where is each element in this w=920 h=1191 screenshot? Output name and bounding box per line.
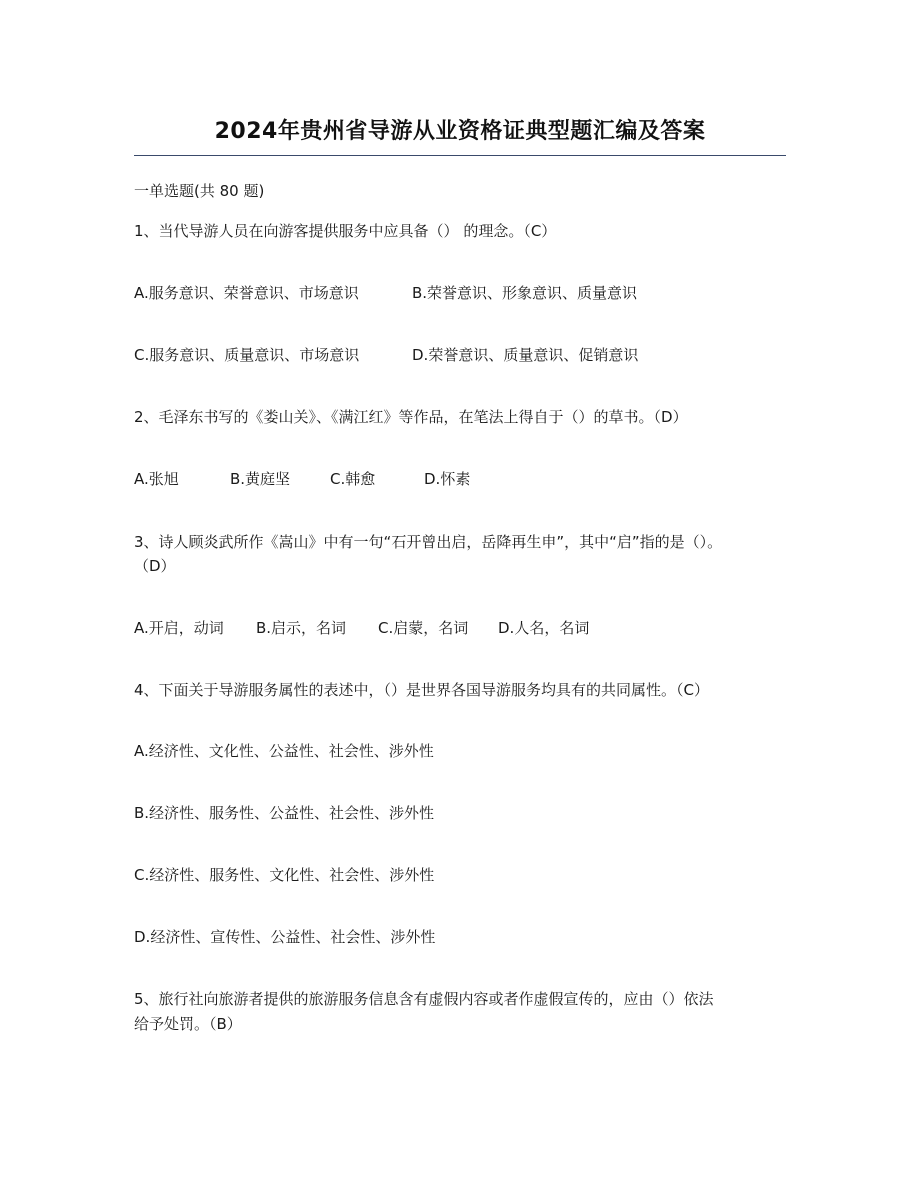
question-4-option-b: B.经济性、服务性、公益性、社会性、涉外性: [134, 804, 435, 822]
option-c: C.启蒙，名词: [378, 619, 469, 637]
question-5-stem: 5、旅行社向旅游者提供的旅游服务信息含有虚假内容或者作虚假宣传的，应由（）依法: [134, 990, 714, 1008]
question-3-stem-cont: （D）: [134, 557, 176, 575]
question-4-option-d: D.经济性、宣传性、公益性、社会性、涉外性: [134, 928, 436, 946]
option-c: C.服务意识、质量意识、市场意识: [134, 346, 360, 364]
option-b: B.启示，名词: [256, 619, 347, 637]
question-4-option-a: A.经济性、文化性、公益性、社会性、涉外性: [134, 742, 434, 760]
option-b: B.荣誉意识、形象意识、质量意识: [412, 284, 638, 302]
option-c: C.韩愈: [330, 470, 376, 488]
option-d: D.人名，名词: [498, 619, 590, 637]
option-a: A.服务意识、荣誉意识、市场意识: [134, 284, 359, 302]
question-3-stem: 3、诗人顾炎武所作《嵩山》中有一句“石开曾出启，岳降再生申”，其中“启”指的是（）。: [134, 533, 723, 551]
option-d: D.荣誉意识、质量意识、促销意识: [412, 346, 639, 364]
question-2-options: [134, 468, 470, 490]
question-2-stem: 2、毛泽东书写的《娄山关》、《满江红》等作品，在笔法上得自于（）的草书。（D）: [134, 408, 688, 426]
question-3-options: [134, 617, 589, 639]
question-1-options-row-2: [134, 344, 638, 366]
title-divider: [134, 155, 786, 156]
question-1-stem: 1、当代导游人员在向游客提供服务中应具备（） 的理念。（C）: [134, 222, 557, 240]
document-title: 2024年贵州省导游从业资格证典型题汇编及答案: [214, 119, 706, 144]
section-heading: 一单选题(共 80 题): [134, 182, 265, 200]
option-a: A.开启，动词: [134, 619, 224, 637]
question-4-stem: 4、下面关于导游服务属性的表述中，（）是世界各国导游服务均具有的共同属性。（C）: [134, 681, 710, 699]
option-d: D.怀素: [424, 470, 471, 488]
option-a: A.张旭: [134, 470, 179, 488]
question-5-stem-cont: 给予处罚。（B）: [134, 1015, 242, 1033]
question-1-options-row-1: [134, 282, 637, 304]
option-b: B.黄庭坚: [230, 470, 291, 488]
question-4-option-c: C.经济性、服务性、文化性、社会性、涉外性: [134, 866, 435, 884]
